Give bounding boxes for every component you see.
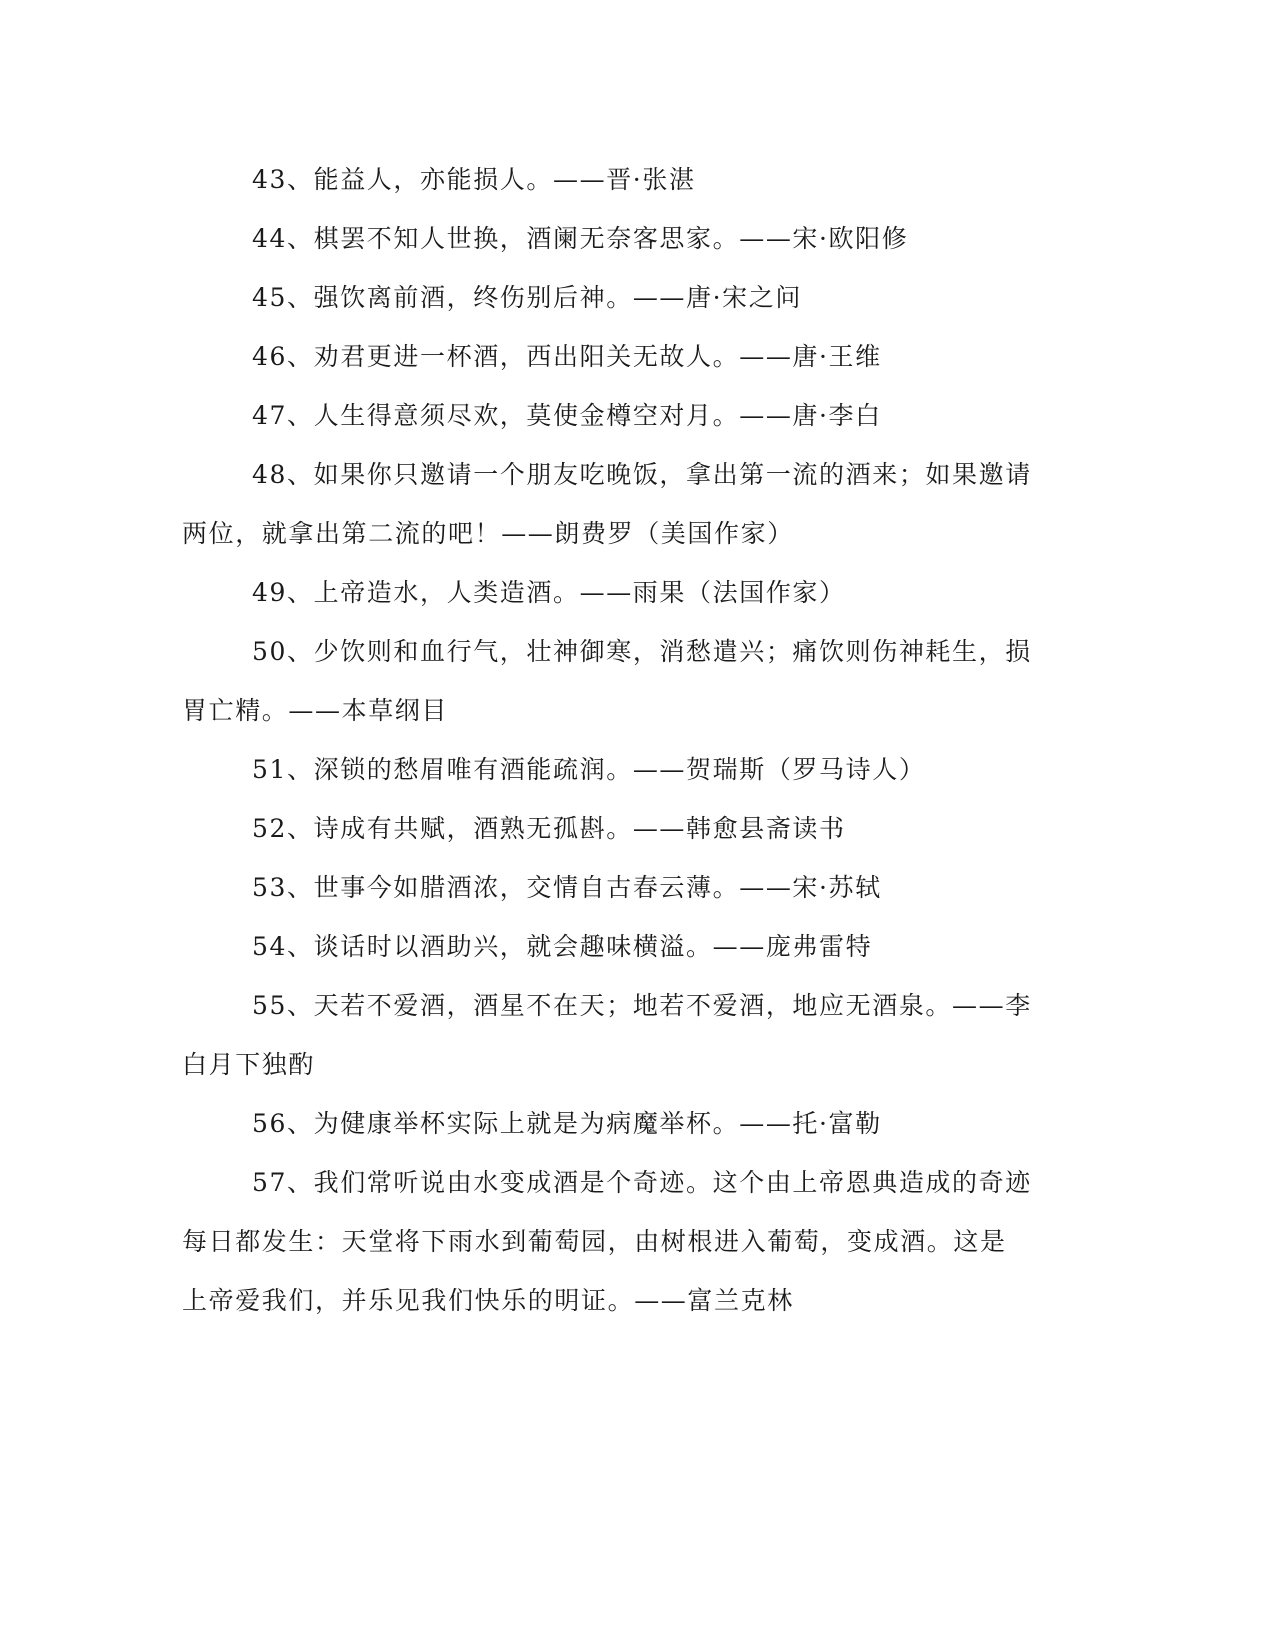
quote-paragraph-56: 56、为健康举杯实际上就是为病魔举杯。——托·富勒 xyxy=(252,1109,882,1138)
quote-paragraph-45: 45、强饮离前酒，终伤别后神。——唐·宋之问 xyxy=(252,283,802,312)
quote-paragraph-46: 46、劝君更进一杯酒，西出阳关无故人。——唐·王维 xyxy=(252,342,882,371)
quote-paragraph-48: 48、如果你只邀请一个朋友吃晚饭，拿出第一流的酒来；如果邀请两位，就拿出第二流的吧！——朗费罗（美国作家） xyxy=(182,460,1032,548)
quote-paragraph-44: 44、棋罢不知人世换，酒阑无奈客思家。——宋·欧阳修 xyxy=(252,224,909,253)
quote-paragraph-55: 55、天若不爱酒，酒星不在天；地若不爱酒，地应无酒泉。——李白月下独酌 xyxy=(182,991,1032,1079)
quote-list xyxy=(182,150,1032,1330)
quote-paragraph-49: 49、上帝造水，人类造酒。——雨果（法国作家） xyxy=(252,578,846,607)
quote-paragraph-50: 50、少饮则和血行气，壮神御寒，消愁遣兴；痛饮则伤神耗生，损胃亡精。——本草纲目 xyxy=(182,637,1032,725)
quote-paragraph-47: 47、人生得意须尽欢，莫使金樽空对月。——唐·李白 xyxy=(252,401,882,430)
quote-paragraph-51: 51、深锁的愁眉唯有酒能疏润。——贺瑞斯（罗马诗人） xyxy=(252,755,926,784)
quote-paragraph-54: 54、谈话时以酒助兴，就会趣味横溢。——庞弗雷特 xyxy=(252,932,873,961)
quote-paragraph-43: 43、能益人，亦能损人。——晋·张湛 xyxy=(252,165,696,194)
quote-paragraph-53: 53、世事今如腊酒浓，交情自古春云薄。——宋·苏轼 xyxy=(252,873,882,902)
quote-paragraph-57: 57、我们常听说由水变成酒是个奇迹。这个由上帝恩典造成的奇迹每日都发生：天堂将下雨水到葡萄园，由树根进入葡萄，变成酒。这是上帝爱我们，并乐见我们快乐的明证。——富兰克林 xyxy=(182,1168,1032,1315)
quote-paragraph-52: 52、诗成有共赋，酒熟无孤斟。——韩愈县斋读书 xyxy=(252,814,846,843)
